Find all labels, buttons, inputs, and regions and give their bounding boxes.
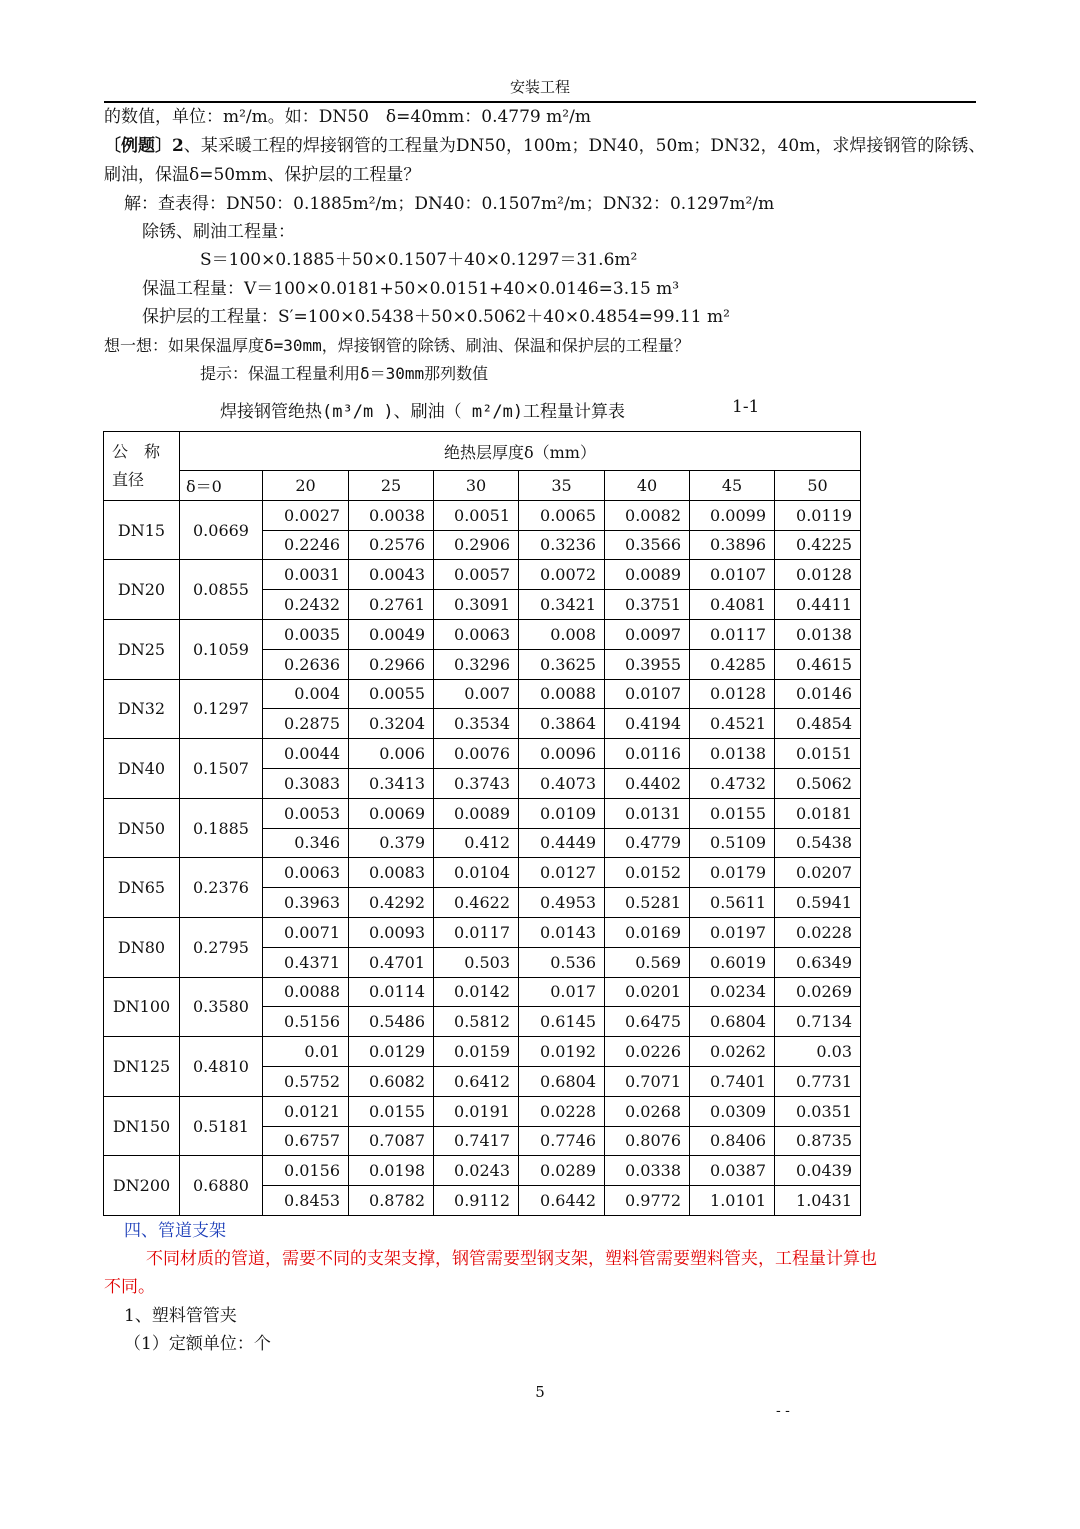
protective-area-cell: 0.7417 <box>434 1126 519 1156</box>
protective-area-cell: 0.3413 <box>349 768 434 798</box>
paint-area-cell: 0.3580 <box>180 977 263 1037</box>
corner-label-2: 直径 <box>112 469 145 489</box>
protective-area-cell: 0.412 <box>434 828 519 858</box>
protective-area-cell: 0.8735 <box>775 1126 861 1156</box>
insulation-volume-cell: 0.0143 <box>519 917 605 947</box>
subsection-plastic-clamp: 1、塑料管管夹 <box>124 1306 237 1326</box>
protective-area-cell: 0.5062 <box>775 768 861 798</box>
section-note-line-2: 不同。 <box>104 1277 155 1297</box>
protective-area-cell: 0.2761 <box>349 590 434 620</box>
insulation-volume-cell: 0.0119 <box>775 500 861 530</box>
insulation-volume-cell: 0.0031 <box>263 560 349 590</box>
protective-area-cell: 0.5281 <box>605 888 690 918</box>
dn-cell: DN125 <box>104 1037 180 1097</box>
insulation-volume-cell: 0.0035 <box>263 619 349 649</box>
protective-area-cell: 0.3864 <box>519 709 605 739</box>
protective-area-cell: 0.3566 <box>605 530 690 560</box>
protective-area-cell: 0.6804 <box>519 1066 605 1096</box>
protective-area-cell: 0.6442 <box>519 1186 605 1216</box>
protective-area-cell: 0.9772 <box>605 1186 690 1216</box>
protective-area-cell: 0.4521 <box>690 709 775 739</box>
insulation-volume-cell: 0.0439 <box>775 1156 861 1186</box>
insulation-volume-cell: 0.0117 <box>690 619 775 649</box>
col-header: 30 <box>434 471 519 501</box>
protective-area-cell: 0.2432 <box>263 590 349 620</box>
protective-area-cell: 0.4194 <box>605 709 690 739</box>
paint-area-cell: 0.1059 <box>180 619 263 679</box>
protective-area-cell: 0.5752 <box>263 1066 349 1096</box>
paint-area-cell: 0.2376 <box>180 858 263 918</box>
insulation-volume-cell: 0.0138 <box>775 619 861 649</box>
dn-cell: DN25 <box>104 619 180 679</box>
insulation-volume-cell: 0.0116 <box>605 739 690 769</box>
insulation-volume-cell: 0.0063 <box>434 619 519 649</box>
protective-area-cell: 0.4779 <box>605 828 690 858</box>
protective-area-cell: 0.6412 <box>434 1066 519 1096</box>
protective-area-cell: 0.3296 <box>434 649 519 679</box>
insulation-volume-cell: 0.0088 <box>519 679 605 709</box>
insulation-volume-cell: 0.0131 <box>605 798 690 828</box>
insulation-volume-cell: 0.006 <box>349 739 434 769</box>
protective-area-cell: 0.2906 <box>434 530 519 560</box>
dn-cell: DN20 <box>104 560 180 620</box>
insulation-volume-cell: 0.0089 <box>434 798 519 828</box>
insulation-volume-cell: 0.0065 <box>519 500 605 530</box>
dn-cell: DN40 <box>104 739 180 799</box>
footer-dashes: - - <box>776 1403 790 1419</box>
insulation-volume-cell: 0.0107 <box>605 679 690 709</box>
table-number: 1-1 <box>732 397 760 417</box>
derust-label: 除锈、刷油工程量： <box>142 222 295 242</box>
protective-area-cell: 0.7071 <box>605 1066 690 1096</box>
insulation-volume-cell: 0.0063 <box>263 858 349 888</box>
protective-area-cell: 0.7731 <box>775 1066 861 1096</box>
insulation-volume-cell: 0.0128 <box>775 560 861 590</box>
insulation-volume-cell: 0.0159 <box>434 1037 519 1067</box>
paint-area-cell: 0.0669 <box>180 500 263 560</box>
example-line-2: 刷油，保温δ=50mm、保护层的工程量？ <box>104 165 421 185</box>
dn-cell: DN15 <box>104 500 180 560</box>
protective-area-cell: 0.4622 <box>434 888 519 918</box>
insulation-volume-cell: 0.0117 <box>434 917 519 947</box>
section-title: 四、管道支架 <box>124 1221 226 1241</box>
dn-cell: DN50 <box>104 798 180 858</box>
protective-area-cell: 0.346 <box>263 828 349 858</box>
protective-area-cell: 0.6475 <box>605 1007 690 1037</box>
protective-area-cell: 0.3091 <box>434 590 519 620</box>
insulation-volume-cell: 0.0043 <box>349 560 434 590</box>
insulation-volume-cell: 0.0155 <box>349 1096 434 1126</box>
protective-area-cell: 0.4081 <box>690 590 775 620</box>
insulation-volume-cell: 0.0121 <box>263 1096 349 1126</box>
text-line-unit: 的数值，单位：m²/m。如：DN50 δ=40mm：0.4779 m²/m <box>104 107 591 127</box>
protective-area-cell: 0.4285 <box>690 649 775 679</box>
insulation-volume-cell: 0.0228 <box>519 1096 605 1126</box>
insulation-volume-cell: 0.0128 <box>690 679 775 709</box>
col-header: δ＝0 <box>180 471 263 501</box>
insulation-volume-cell: 0.0387 <box>690 1156 775 1186</box>
paint-area-cell: 0.1885 <box>180 798 263 858</box>
insulation-volume-cell: 0.0049 <box>349 619 434 649</box>
protective-area-cell: 0.7087 <box>349 1126 434 1156</box>
insulation-volume-cell: 0.0104 <box>434 858 519 888</box>
insulation-volume-cell: 0.007 <box>434 679 519 709</box>
protective-area-cell: 0.8406 <box>690 1126 775 1156</box>
protective-area-cell: 0.2246 <box>263 530 349 560</box>
insulation-volume-cell: 0.004 <box>263 679 349 709</box>
protective-area-cell: 0.2875 <box>263 709 349 739</box>
paint-area-cell: 0.1297 <box>180 679 263 739</box>
paint-area-cell: 0.2795 <box>180 917 263 977</box>
protective-area-cell: 0.6804 <box>690 1007 775 1037</box>
paint-area-cell: 0.6880 <box>180 1156 263 1216</box>
protective-area-cell: 0.8782 <box>349 1186 434 1216</box>
insulation-volume-cell: 0.0198 <box>349 1156 434 1186</box>
insulation-volume-cell: 0.0093 <box>349 917 434 947</box>
protective-area-cell: 0.5812 <box>434 1007 519 1037</box>
col-header: 20 <box>263 471 349 501</box>
insulation-volume-cell: 0.0076 <box>434 739 519 769</box>
insulation-volume-cell: 0.0191 <box>434 1096 519 1126</box>
paint-area-cell: 0.1507 <box>180 739 263 799</box>
protective-area-cell: 0.3751 <box>605 590 690 620</box>
dn-cell: DN80 <box>104 917 180 977</box>
example-label: 〔例题〕2 <box>104 136 184 156</box>
thickness-group-header: 绝热层厚度δ（mm） <box>180 432 861 471</box>
col-header: 25 <box>349 471 434 501</box>
insulation-volume-cell: 0.0083 <box>349 858 434 888</box>
example-line <box>104 133 985 159</box>
protective-area-cell: 0.4371 <box>263 947 349 977</box>
col-header: 45 <box>690 471 775 501</box>
protective-area-cell: 0.6145 <box>519 1007 605 1037</box>
insulation-volume-cell: 0.0207 <box>775 858 861 888</box>
insulation-volume-cell: 0.0169 <box>605 917 690 947</box>
insulation-volume-cell: 0.03 <box>775 1037 861 1067</box>
dn-cell: DN150 <box>104 1096 180 1156</box>
protective-area-cell: 0.3421 <box>519 590 605 620</box>
insulation-volume-cell: 0.0089 <box>605 560 690 590</box>
insulation-volume-cell: 0.017 <box>519 977 605 1007</box>
insulation-table <box>103 431 861 1216</box>
insulation-volume-cell: 0.0096 <box>519 739 605 769</box>
insulation-formula: 保温工程量：V＝100×0.0181+50×0.0151+40×0.0146=3.15 m³ <box>142 279 680 299</box>
protective-area-cell: 0.5611 <box>690 888 775 918</box>
protective-area-cell: 0.6349 <box>775 947 861 977</box>
protective-area-cell: 0.4225 <box>775 530 861 560</box>
hint-text: 提示：保温工程量利用δ＝30mm那列数值 <box>200 364 489 383</box>
paint-area-cell: 0.4810 <box>180 1037 263 1097</box>
protective-area-cell: 0.2966 <box>349 649 434 679</box>
insulation-volume-cell: 0.0055 <box>349 679 434 709</box>
protective-area-cell: 0.4073 <box>519 768 605 798</box>
protective-area-cell: 0.3743 <box>434 768 519 798</box>
quota-unit: （1）定额单位：个 <box>124 1334 271 1354</box>
insulation-volume-cell: 0.0138 <box>690 739 775 769</box>
insulation-volume-cell: 0.0197 <box>690 917 775 947</box>
protective-area-cell: 0.8076 <box>605 1126 690 1156</box>
insulation-volume-cell: 0.0099 <box>690 500 775 530</box>
protective-area-cell: 0.4701 <box>349 947 434 977</box>
insulation-volume-cell: 0.0309 <box>690 1096 775 1126</box>
col-header: 40 <box>605 471 690 501</box>
insulation-volume-cell: 0.0142 <box>434 977 519 1007</box>
protective-area-cell: 1.0101 <box>690 1186 775 1216</box>
protective-area-cell: 0.6757 <box>263 1126 349 1156</box>
protective-area-cell: 0.4292 <box>349 888 434 918</box>
insulation-volume-cell: 0.0071 <box>263 917 349 947</box>
dn-cell: DN65 <box>104 858 180 918</box>
protective-area-cell: 0.5156 <box>263 1007 349 1037</box>
protective-area-cell: 0.6019 <box>690 947 775 977</box>
protective-area-cell: 0.7134 <box>775 1007 861 1037</box>
protective-area-cell: 0.4615 <box>775 649 861 679</box>
page-number: 5 <box>535 1383 545 1401</box>
derust-formula: S＝100×0.1885＋50×0.1507＋40×0.1297＝31.6m² <box>200 250 638 270</box>
protective-area-cell: 1.0431 <box>775 1186 861 1216</box>
think-question: 想一想：如果保温厚度δ=30mm，焊接钢管的除锈、刷油、保温和保护层的工程量？ <box>104 336 690 355</box>
protective-area-cell: 0.7401 <box>690 1066 775 1096</box>
corner-label-1: 公 称 <box>112 441 161 461</box>
protective-area-cell: 0.3204 <box>349 709 434 739</box>
insulation-volume-cell: 0.0156 <box>263 1156 349 1186</box>
protective-area-cell: 0.503 <box>434 947 519 977</box>
protective-area-cell: 0.2636 <box>263 649 349 679</box>
protective-area-cell: 0.2576 <box>349 530 434 560</box>
insulation-volume-cell: 0.0109 <box>519 798 605 828</box>
protective-area-cell: 0.379 <box>349 828 434 858</box>
insulation-volume-cell: 0.0269 <box>775 977 861 1007</box>
insulation-volume-cell: 0.0129 <box>349 1037 434 1067</box>
insulation-volume-cell: 0.0044 <box>263 739 349 769</box>
insulation-volume-cell: 0.0038 <box>349 500 434 530</box>
protective-area-cell: 0.3955 <box>605 649 690 679</box>
protective-area-cell: 0.3236 <box>519 530 605 560</box>
insulation-volume-cell: 0.0234 <box>690 977 775 1007</box>
protective-area-cell: 0.4953 <box>519 888 605 918</box>
insulation-volume-cell: 0.0243 <box>434 1156 519 1186</box>
section-note-line-1: 不同材质的管道，需要不同的支架支撑，钢管需要型钢支架，塑料管需要塑料管夹，工程量计算也 <box>146 1249 877 1269</box>
protective-area-cell: 0.5941 <box>775 888 861 918</box>
insulation-volume-cell: 0.01 <box>263 1037 349 1067</box>
protective-area-cell: 0.3534 <box>434 709 519 739</box>
protective-area-cell: 0.5109 <box>690 828 775 858</box>
insulation-volume-cell: 0.0088 <box>263 977 349 1007</box>
insulation-volume-cell: 0.0181 <box>775 798 861 828</box>
protective-area-cell: 0.5486 <box>349 1007 434 1037</box>
protective-area-cell: 0.4411 <box>775 590 861 620</box>
corner-header <box>104 432 180 501</box>
protective-area-cell: 0.4449 <box>519 828 605 858</box>
insulation-volume-cell: 0.0027 <box>263 500 349 530</box>
solution-lookup: 解：查表得：DN50：0.1885m²/m；DN40：0.1507m²/m；DN32：0.1297m²/m <box>124 194 775 214</box>
insulation-volume-cell: 0.0179 <box>690 858 775 888</box>
insulation-volume-cell: 0.0351 <box>775 1096 861 1126</box>
insulation-volume-cell: 0.0146 <box>775 679 861 709</box>
insulation-volume-cell: 0.0262 <box>690 1037 775 1067</box>
insulation-volume-cell: 0.0192 <box>519 1037 605 1067</box>
insulation-volume-cell: 0.0268 <box>605 1096 690 1126</box>
protective-area-cell: 0.4402 <box>605 768 690 798</box>
protective-area-cell: 0.9112 <box>434 1186 519 1216</box>
insulation-volume-cell: 0.0053 <box>263 798 349 828</box>
protective-area-cell: 0.3083 <box>263 768 349 798</box>
protective-area-cell: 0.4732 <box>690 768 775 798</box>
insulation-volume-cell: 0.0289 <box>519 1156 605 1186</box>
table-caption: 焊接钢管绝热(m³/m )、刷油（ m²/m)工程量计算表 <box>220 402 626 422</box>
insulation-volume-cell: 0.0155 <box>690 798 775 828</box>
protective-area-cell: 0.3625 <box>519 649 605 679</box>
protective-area-cell: 0.3896 <box>690 530 775 560</box>
insulation-volume-cell: 0.0151 <box>775 739 861 769</box>
paint-area-cell: 0.0855 <box>180 560 263 620</box>
col-header: 35 <box>519 471 605 501</box>
insulation-volume-cell: 0.0226 <box>605 1037 690 1067</box>
insulation-volume-cell: 0.0114 <box>349 977 434 1007</box>
insulation-volume-cell: 0.0228 <box>775 917 861 947</box>
col-header: 50 <box>775 471 861 501</box>
insulation-volume-cell: 0.0082 <box>605 500 690 530</box>
insulation-volume-cell: 0.008 <box>519 619 605 649</box>
protective-formula: 保护层的工程量：S′=100×0.5438＋50×0.5062＋40×0.4854=99.11 m² <box>142 307 730 327</box>
protective-area-cell: 0.6082 <box>349 1066 434 1096</box>
protective-area-cell: 0.536 <box>519 947 605 977</box>
page-header: 安装工程 <box>104 76 976 103</box>
protective-area-cell: 0.4854 <box>775 709 861 739</box>
protective-area-cell: 0.7746 <box>519 1126 605 1156</box>
protective-area-cell: 0.5438 <box>775 828 861 858</box>
dn-cell: DN200 <box>104 1156 180 1216</box>
insulation-volume-cell: 0.0152 <box>605 858 690 888</box>
dn-cell: DN100 <box>104 977 180 1037</box>
insulation-volume-cell: 0.0072 <box>519 560 605 590</box>
insulation-volume-cell: 0.0127 <box>519 858 605 888</box>
dn-cell: DN32 <box>104 679 180 739</box>
insulation-volume-cell: 0.0338 <box>605 1156 690 1186</box>
insulation-volume-cell: 0.0107 <box>690 560 775 590</box>
protective-area-cell: 0.569 <box>605 947 690 977</box>
insulation-volume-cell: 0.0057 <box>434 560 519 590</box>
insulation-volume-cell: 0.0051 <box>434 500 519 530</box>
protective-area-cell: 0.8453 <box>263 1186 349 1216</box>
protective-area-cell: 0.3963 <box>263 888 349 918</box>
insulation-volume-cell: 0.0069 <box>349 798 434 828</box>
insulation-volume-cell: 0.0201 <box>605 977 690 1007</box>
paint-area-cell: 0.5181 <box>180 1096 263 1156</box>
example-text: 、某采暖工程的焊接钢管的工程量为DN50，100m；DN40，50m；DN32，40m，求焊接钢管的除锈、 <box>183 136 986 156</box>
insulation-volume-cell: 0.0097 <box>605 619 690 649</box>
